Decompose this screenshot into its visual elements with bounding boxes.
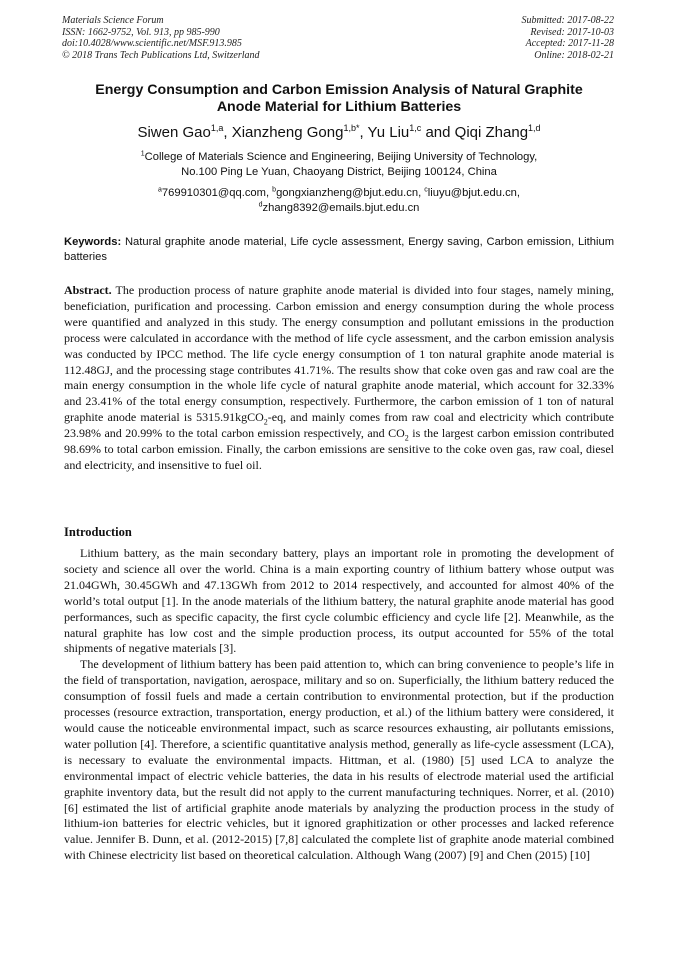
keywords xyxy=(64,235,614,264)
author-affiliation-mark: 1,d xyxy=(528,123,541,133)
subscript: 2 xyxy=(263,417,268,427)
author-separator: and xyxy=(421,124,455,141)
accepted-date: Accepted: 2017-11-28 xyxy=(525,38,614,49)
journal-name: Materials Science Forum xyxy=(62,15,164,26)
journal-header-left xyxy=(62,15,260,61)
keywords-label: Keywords: xyxy=(64,236,122,248)
subscript: 2 xyxy=(404,433,409,443)
section-heading-introduction: Introduction xyxy=(64,525,132,539)
email-mark: b xyxy=(272,186,277,194)
author-name: Xianzheng Gong xyxy=(231,124,344,141)
paragraph: Lithium battery, as the main secondary battery, plays an important role in promoting the development of society and science all over the world. China is a main exporting country of lithium battery whose output was 21.04GWh, 30.45GWh and 47.13GWh from 2012 to 2014 respectively, and accounted for almost 40% of the world’s total output [1]. In the anode materials of the lithium battery, the natural graphite anode material has good performances, such as specific capacity, the first cycle columbic efficiency and cycle life [2]. Meanwhile, as the natural graphite has low cost and the simple production process, its output accounted for 55% of the total shipments of negative materials [3]. xyxy=(64,546,614,656)
author-affiliation-mark: 1,a xyxy=(210,123,224,133)
copyright: © 2018 Trans Tech Publications Ltd, Switzerland xyxy=(62,49,260,61)
abstract-label: Abstract. xyxy=(64,283,112,297)
email-link[interactable]: liuyu@bjut.edu.cn, xyxy=(427,187,520,199)
author-emails xyxy=(40,186,638,216)
doi: doi:10.4028/www.scientific.net/MSF.913.985 xyxy=(62,38,242,49)
author-separator: , xyxy=(359,124,368,141)
issn: ISSN: 1662-9752, Vol. 913, pp 985-990 xyxy=(62,26,220,38)
author-affiliation-mark: 1,b* xyxy=(343,123,360,133)
email-link[interactable]: gongxianzheng@bjut.edu.cn, xyxy=(276,187,425,199)
keywords-text: Natural graphite anode material, Life cycle assessment, Energy saving, Carbon emission, Lithium batteries xyxy=(64,236,615,263)
abstract-text: is the largest carbon emission contributed 98.69% to total carbon emission. Finally, the carbon emissions are sensitive to the coke oven gas, raw coal, diesel and electricity, and insensitive to fuel oil. xyxy=(64,426,614,472)
author-name: Qiqi Zhang xyxy=(454,124,529,141)
title-line: Energy Consumption and Carbon Emission Analysis of Natural Graphite xyxy=(95,82,583,98)
affiliation-line: College of Materials Science and Engineering, Beijing University of Technology, xyxy=(144,151,538,163)
introduction-body xyxy=(64,546,614,864)
online-date: Online: 2018-02-21 xyxy=(534,49,614,61)
abstract xyxy=(64,283,614,474)
author-name: Siwen Gao xyxy=(137,124,211,141)
paragraph: The development of lithium battery has been paid attention to, which can bring convenience to people’s life in the field of transportation, navigation, aerospace, military and so on. Superficially, the lithium battery reduced the consumption of fossil fuels and made a certain contribution to environmental protection, but if the production processes (resource extraction, transportation, energy production, et al.) of the lithium battery were considered, it would cause the noticeable environmental impact, such as scarce resources exhausting, air pollutants emissions, water pollution [4]. Therefore, a scientific quantitative analysis method, generally as life-cycle assessment (LCA), is necessary to evaluate the environmental impacts. Hittman, et al. (1980) [5] used LCA to analyze the environmental impact of electric vehicle batteries, the data in his results of electrode material used the artificial graphite inventory data, but the result did not apply to the current manufacturing techniques. Norrer, et al. (2010) [6] estimated the list of artificial graphite anode materials by analyzing the production process in the study of lithium-ion batteries for electric vehicles, but it ignored graphitization or other processes and lacked reference value. Jennifer B. Dunn, et al. (2012-2015) [7,8] calculated the complete list of graphite anode material combined with Chinese electricity list based on theoretical calculation. Although Wang (2007) [9] and Chen (2015) [10] xyxy=(64,657,614,863)
email-mark: a xyxy=(158,186,162,194)
email-mark: d xyxy=(258,201,263,209)
abstract-text: The production process of nature graphite anode material is divided into four stages, namely mining, beneficiation, purification and processing. Carbon emission and energy consumption during the whole process were quantified and analyzed in this study. The energy consumption and pollutant emissions in the production process were calculated in accordance with the method of life cycle assessment, and the carbon emission analysis was conducted by IPCC method. The life cycle energy consumption of 1 ton natural graphite anode material is 112.48GJ, and the processing stage contributes 41.71%. The results show that coke oven gas and raw coal are the main energy consumption in the whole life cycle of natural graphite anode material, which account for 32.33% and 23.41% of the total energy consumption, respectively. Furthermore, the carbon emission of 1 ton of natural graphite anode material is 5315.91kgCO xyxy=(64,283,614,425)
email-mark: c xyxy=(424,186,428,194)
abstract-text: -eq, and mainly comes from raw coal and electricity which contribute 23.98% and 20.99% to the total carbon emission respectively, and CO xyxy=(64,410,614,441)
author-name: Yu Liu xyxy=(367,124,410,141)
submitted-date: Submitted: 2017-08-22 xyxy=(521,15,614,26)
author-separator: , xyxy=(223,124,232,141)
affiliation xyxy=(40,150,638,180)
email-link[interactable]: zhang8392@emails.bjut.edu.cn xyxy=(262,202,420,214)
revised-date: Revised: 2017-10-03 xyxy=(530,26,614,38)
affiliation-line: No.100 Ping Le Yuan, Chaoyang District, Beijing 100124, China xyxy=(181,166,497,178)
author-list xyxy=(40,124,638,142)
journal-header-right xyxy=(522,15,615,61)
affiliation-mark: 1 xyxy=(140,150,145,158)
title-line: Anode Material for Lithium Batteries xyxy=(216,99,462,115)
author-affiliation-mark: 1,c xyxy=(409,123,422,133)
email-link[interactable]: 769910301@qq.com, xyxy=(161,187,273,199)
paper-title xyxy=(40,82,638,116)
